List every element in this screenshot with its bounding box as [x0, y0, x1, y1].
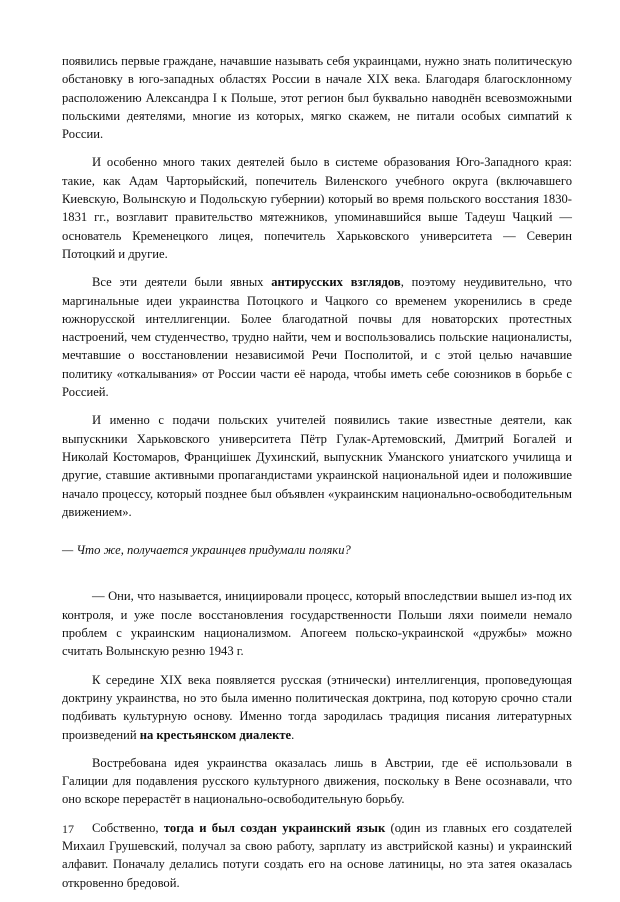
page-number: 17	[62, 822, 74, 836]
body-paragraph	[62, 273, 572, 401]
body-paragraph	[62, 819, 572, 892]
text-run: (один из главных его создателей Михаил Грушевский, получал за свою работу, зарплату из австрийской казны) и украинский алфавит. Поначалу делались потуги создать его на основе латиницы, но эта затея оказалась откровенно бредовой.	[62, 820, 573, 890]
body-paragraph	[62, 52, 572, 143]
text-run: И именно с подачи польских учителей появились такие известные деятели, как выпускники Харьковского университета Пётр Гулак-Артемовский, Дмитрий Богалей и Николай Костомаров, Франциішек Духинский, выпускник Уманского униатского училища и другие, ставшие активными пропагандистами украинской национальной идеи и положившие начало процессу, который позднее был объявлен «украинским национально-освободительным движением».	[62, 413, 572, 519]
body-paragraph	[62, 587, 572, 660]
body-paragraph	[62, 411, 572, 521]
bold-phrase: антирусских взглядов	[271, 275, 401, 290]
text-run: К середине XIX века появляется русская (этнически) интеллигенция, проповедующая доктрину украинства, но это была именно политическая доктрина, под которую срочно стали подбивать культурную основу. Именно тогда зародилась традиция писания литературных произведений	[62, 672, 572, 742]
text-column	[62, 52, 572, 902]
text-run: Востребована идея украинства оказалась лишь в Австрии, где её использовали в Галиции для подавления русского культурного движения, поскольку в Вене осознавали, что оно вскоре перерастёт в национально-освободительную борьбу.	[62, 755, 572, 807]
text-run: Собственно,	[92, 820, 164, 835]
body-paragraph	[62, 153, 572, 263]
bold-phrase: тогда и был создан украинский язык	[163, 820, 386, 835]
interview-question	[62, 541, 572, 559]
bold-phrase: на крестьянском диалекте	[139, 727, 292, 742]
text-run: .	[291, 727, 295, 742]
text-run: И особенно много таких деятелей было в системе образования Юго-Западного края: такие, как Адам Чарторыйский, попечитель Виленского учебного округа (включавшего Киевскую, Волынскую и Подольскую губернии) который во время польского восстания 1830-1831 гг., возглавит правительство мятежников, упоминавшийся выше Тадеуш Чацкий — основатель Кременецкого лицея, попечитель Харьковского университета — Северин Потоцкий и другие.	[62, 155, 572, 261]
text-run: — Они, что называется, инициировали процесс, который впоследствии вышел из-под их контроля, и уже после восстановления государственности Польши ляхи поимели немало проблем с украинским национализмом. Апогеем польско-украинской «дружбы» можно считать Волынскую резню 1943 г.	[62, 589, 572, 659]
body-paragraph	[62, 671, 572, 744]
text-run: Все эти деятели были явных	[92, 275, 272, 290]
text-run: — Что же, получается украинцев придумали поляки?	[62, 543, 351, 558]
body-paragraph	[62, 754, 572, 809]
text-run: появились первые граждане, начавшие называть себя украинцами, нужно знать политическую обстановку в юго-западных областях России в начале XIX века. Благодаря благосклонному расположению Александра I к Польше, этот регион был буквально наводнён всевозможными польскими деятелями, многие из которых, мягко скажем, не питали особых симпатий к России.	[62, 54, 572, 142]
text-run: , поэтому неудивительно, что маргинальные идеи украинства Потоцкого и Чацкого со временем укоренились в среде южнорусской интеллигенции. Более благодатной почвы для новаторских протестных настроений, чем студенчество, трудно найти, чем и воспользовались польские националисты, мечтавшие о восстановлении независимой Речи Посполитой, и с этой целью начавшие политику «откалывания» от России части её народа, чтобы иметь себе союзников в борьбе с Россией.	[62, 275, 572, 400]
